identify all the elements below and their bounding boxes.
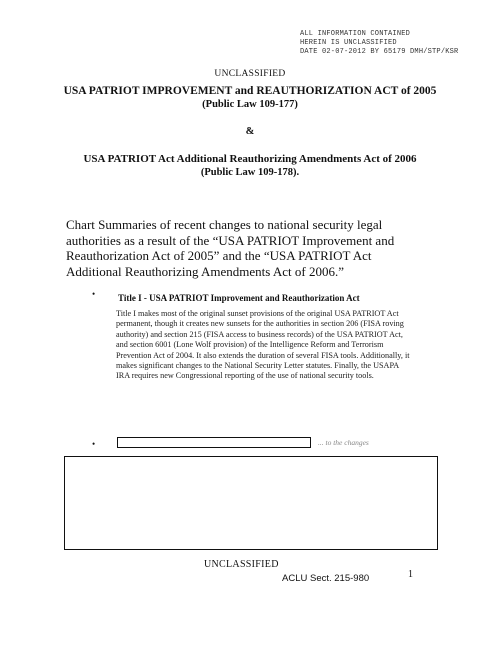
document-subtitle-1: (Public Law 109-177) [202,99,298,110]
document-title-1: USA PATRIOT IMPROVEMENT and REAUTHORIZATION ACT of 2005 [63,85,437,97]
bullet-marker: • [92,289,96,299]
bullet-marker-2: • [92,439,96,449]
faint-text: ... to the changes [318,438,369,447]
declassification-stamp [300,30,458,57]
classification-marking-top: UNCLASSIFIED [214,69,286,79]
redaction-box-large [64,456,438,550]
document-subtitle-2: (Public Law 109-178). [200,167,300,178]
stamp-line-1: ALL INFORMATION CONTAINED [300,30,411,38]
ampersand: & [245,126,255,137]
summary-paragraph: Chart Summaries of recent changes to national security legal authorities as a result of the “USA PATRIOT Improvement and Reauthorization Act of 2005” and the “USA PATRIOT Act Additional Reauthorizing Amendments Act of 2006.” [66,217,395,279]
classification-marking-bottom: UNCLASSIFIED [204,559,279,570]
page-number: 1 [408,569,413,580]
stamp-line-2: HEREIN IS UNCLASSIFIED [300,39,397,47]
stamp-line-3: DATE 02-07-2012 BY 65179 DMH/STP/KSR [300,48,459,56]
redaction-box-small [117,437,311,448]
section-title: Title I - USA PATRIOT Improvement and Reauthorization Act [118,293,360,303]
bates-number: ACLU Sect. 215-980 [282,573,370,584]
section-paragraph: Title I makes most of the original sunset provisions of the original USA PATRIOT Act permanent, though it creates new sunsets for the authorities in section 206 (FISA roving authority) and section 215 (FISA access to business records) of the USA PATRIOT Act, and section 6001 (Lone Wolf provision) of the Intelligence Reform and Terrorism Prevention Act of 2004. It also extends the duration of several FISA tools. Additionally, it makes significant changes to the National Security Letter statutes. Finally, the USAPA IRA requires new Congressional reporting of the use of national security tools. [116,309,410,381]
document-title-2: USA PATRIOT Act Additional Reauthorizing Amendments Act of 2006 [83,153,417,165]
